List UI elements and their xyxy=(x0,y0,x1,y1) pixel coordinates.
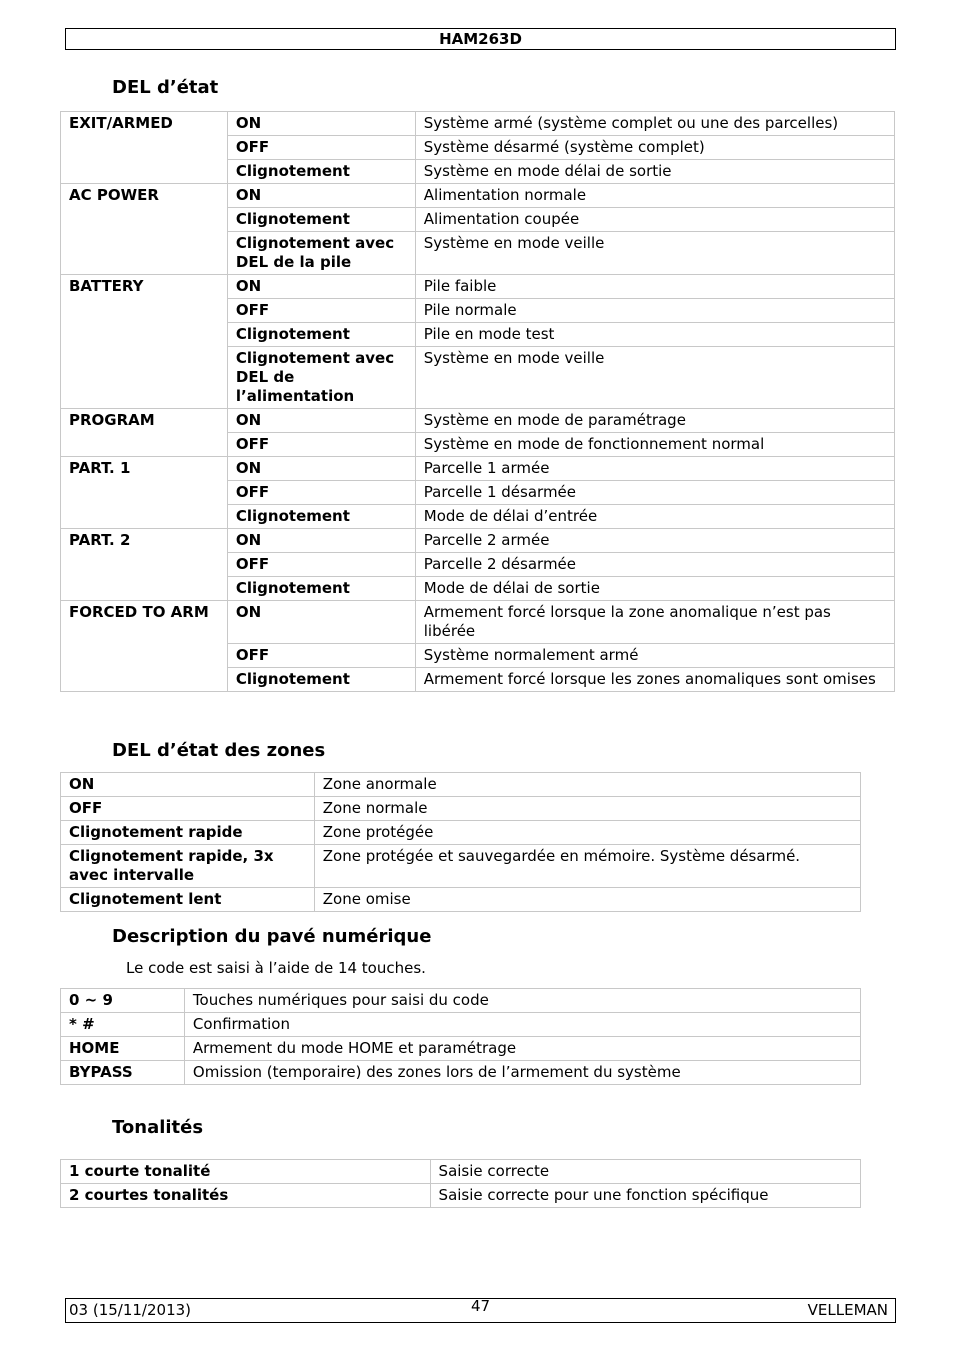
description-cell: Saisie correcte pour une fonction spécifique xyxy=(430,1184,860,1208)
term-cell: Clignotement rapide xyxy=(61,821,315,845)
description-cell: Zone protégée et sauvegardée en mémoire. Système désarmé. xyxy=(314,845,860,888)
description-cell: Touches numériques pour saisi du code xyxy=(184,989,860,1013)
term-cell: Clignotement lent xyxy=(61,888,315,912)
description-cell: Zone anormale xyxy=(314,773,860,797)
led-state-cell: Clignotement xyxy=(227,577,415,601)
term-cell: * # xyxy=(61,1013,185,1037)
keypad-table xyxy=(60,988,861,1085)
led-state-cell: OFF xyxy=(227,136,415,160)
description-cell: Armement du mode HOME et paramétrage xyxy=(184,1037,860,1061)
page-header xyxy=(65,28,896,50)
led-state-cell: OFF xyxy=(227,553,415,577)
term-cell: 0 ~ 9 xyxy=(61,989,185,1013)
led-description-cell: Parcelle 1 désarmée xyxy=(415,481,894,505)
table-row xyxy=(61,1061,861,1085)
led-description-cell: Pile en mode test xyxy=(415,323,894,347)
led-description-cell: Système en mode de fonctionnement normal xyxy=(415,433,894,457)
term-cell: 2 courtes tonalités xyxy=(61,1184,431,1208)
footer-brand: VELLEMAN xyxy=(807,1301,888,1319)
led-state-cell: ON xyxy=(227,529,415,553)
table-row xyxy=(61,1037,861,1061)
led-name-cell: PART. 2 xyxy=(61,529,228,601)
description-cell: Zone protégée xyxy=(314,821,860,845)
table-row xyxy=(61,275,895,299)
led-description-cell: Pile normale xyxy=(415,299,894,323)
section-title-tones: Tonalités xyxy=(112,1117,204,1138)
keypad-intro: Le code est saisi à l’aide de 14 touches. xyxy=(126,959,426,977)
led-state-cell: Clignotement xyxy=(227,505,415,529)
table-row xyxy=(61,1160,861,1184)
table-row xyxy=(61,529,895,553)
table-row xyxy=(61,797,861,821)
led-state-cell: ON xyxy=(227,457,415,481)
tones-table xyxy=(60,1159,861,1208)
del-zones-table xyxy=(60,772,861,912)
led-state-cell: ON xyxy=(227,184,415,208)
table-row xyxy=(61,989,861,1013)
led-description-cell: Parcelle 1 armée xyxy=(415,457,894,481)
table-row xyxy=(61,409,895,433)
led-state-cell: ON xyxy=(227,601,415,644)
header-model: HAM263D xyxy=(439,30,522,48)
section-title-del-etat: DEL d’état xyxy=(112,77,219,98)
term-cell: OFF xyxy=(61,797,315,821)
led-state-cell: Clignotement avec DEL de la pile xyxy=(227,232,415,275)
led-state-cell: OFF xyxy=(227,644,415,668)
led-name-cell: BATTERY xyxy=(61,275,228,409)
footer-page-number: 47 xyxy=(470,1297,491,1315)
led-description-cell: Mode de délai d’entrée xyxy=(415,505,894,529)
description-cell: Omission (temporaire) des zones lors de l’armement du système xyxy=(184,1061,860,1085)
description-cell: Confirmation xyxy=(184,1013,860,1037)
led-state-cell: OFF xyxy=(227,299,415,323)
led-description-cell: Armement forcé lorsque les zones anomaliques sont omises xyxy=(415,668,894,692)
table-row xyxy=(61,1013,861,1037)
led-name-cell: EXIT/ARMED xyxy=(61,112,228,184)
description-cell: Zone omise xyxy=(314,888,860,912)
description-cell: Zone normale xyxy=(314,797,860,821)
table-row xyxy=(61,888,861,912)
led-description-cell: Alimentation coupée xyxy=(415,208,894,232)
table-row xyxy=(61,112,895,136)
page-footer xyxy=(65,1298,896,1323)
footer-version: 03 (15/11/2013) xyxy=(69,1301,192,1319)
description-cell: Saisie correcte xyxy=(430,1160,860,1184)
term-cell: Clignotement rapide, 3x avec intervalle xyxy=(61,845,315,888)
table-row xyxy=(61,1184,861,1208)
led-description-cell: Système désarmé (système complet) xyxy=(415,136,894,160)
table-row xyxy=(61,821,861,845)
table-row xyxy=(61,845,861,888)
led-state-cell: ON xyxy=(227,275,415,299)
table-row xyxy=(61,457,895,481)
led-description-cell: Alimentation normale xyxy=(415,184,894,208)
led-state-cell: Clignotement xyxy=(227,323,415,347)
led-description-cell: Parcelle 2 armée xyxy=(415,529,894,553)
led-name-cell: FORCED TO ARM xyxy=(61,601,228,692)
del-etat-table xyxy=(60,111,895,692)
term-cell: BYPASS xyxy=(61,1061,185,1085)
section-title-keypad: Description du pavé numérique xyxy=(112,926,432,947)
led-state-cell: Clignotement xyxy=(227,160,415,184)
led-name-cell: PROGRAM xyxy=(61,409,228,457)
led-state-cell: Clignotement xyxy=(227,668,415,692)
term-cell: 1 courte tonalité xyxy=(61,1160,431,1184)
led-state-cell: OFF xyxy=(227,433,415,457)
section-title-del-zones: DEL d’état des zones xyxy=(112,740,326,761)
led-description-cell: Système normalement armé xyxy=(415,644,894,668)
led-description-cell: Système armé (système complet ou une des parcelles) xyxy=(415,112,894,136)
led-description-cell: Système en mode de paramétrage xyxy=(415,409,894,433)
table-row xyxy=(61,773,861,797)
term-cell: HOME xyxy=(61,1037,185,1061)
led-description-cell: Système en mode délai de sortie xyxy=(415,160,894,184)
term-cell: ON xyxy=(61,773,315,797)
led-name-cell: AC POWER xyxy=(61,184,228,275)
led-state-cell: Clignotement xyxy=(227,208,415,232)
led-state-cell: Clignotement avec DEL de l’alimentation xyxy=(227,347,415,409)
led-description-cell: Armement forcé lorsque la zone anomalique n’est pas libérée xyxy=(415,601,894,644)
led-state-cell: ON xyxy=(227,112,415,136)
led-name-cell: PART. 1 xyxy=(61,457,228,529)
table-row xyxy=(61,184,895,208)
led-description-cell: Système en mode veille xyxy=(415,347,894,409)
led-description-cell: Parcelle 2 désarmée xyxy=(415,553,894,577)
led-state-cell: ON xyxy=(227,409,415,433)
led-description-cell: Système en mode veille xyxy=(415,232,894,275)
led-description-cell: Mode de délai de sortie xyxy=(415,577,894,601)
led-state-cell: OFF xyxy=(227,481,415,505)
table-row xyxy=(61,601,895,644)
led-description-cell: Pile faible xyxy=(415,275,894,299)
